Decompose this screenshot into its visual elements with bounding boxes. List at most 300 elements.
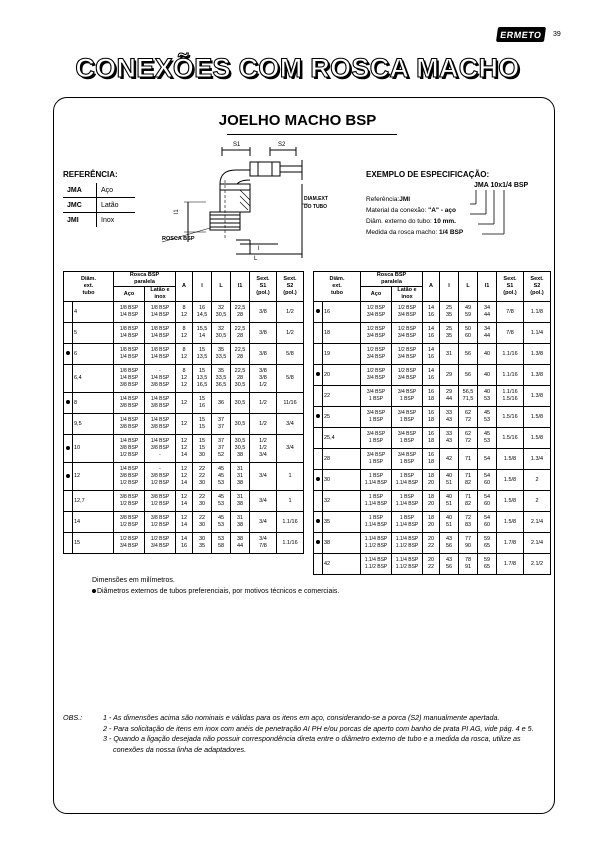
dim-A: 8 12: [176, 302, 193, 323]
tube-diameter: 12: [73, 463, 114, 491]
preferred-marker-cell: [64, 463, 73, 491]
dim-L: 53 58: [212, 533, 231, 554]
header-s1: Sext. S1 (pol.): [250, 272, 277, 302]
obs-item: 1 - As dimensões acima são nominais e válidas para os itens em aço, considerando-se a porca (S2) manualmente apertada.: [103, 713, 500, 722]
dim-l1: 38 44: [231, 533, 250, 554]
dim-l: 16 14,5: [193, 302, 212, 323]
dim-A: 20 22: [423, 533, 440, 554]
hex-s2: 1.1/16: [277, 533, 304, 554]
dim-A: 8 12 12: [176, 365, 193, 393]
thread-aco: 1/4 BSP 3/8 BSP 1/2 BSP: [114, 463, 145, 491]
preferred-bullet-icon: [66, 474, 70, 478]
hex-s1: 3/8: [250, 302, 277, 323]
dim-L: 56: [459, 365, 478, 386]
table-row: [314, 470, 551, 491]
preferred-marker-cell: [64, 344, 73, 365]
table-row: [314, 344, 551, 365]
dim-L: 37 37 52: [212, 435, 231, 463]
dim-A: 14 16: [176, 533, 193, 554]
thread-aco: 1/8 BSP 1/4 BSP 3/8 BSP: [114, 365, 145, 393]
dim-L: 62 72: [459, 407, 478, 428]
hex-s1: 3/8 3/8 1/2: [250, 365, 277, 393]
hex-s2: 3/4: [277, 414, 304, 435]
thread-latao: - 1/4 BSP 3/8 BSP: [145, 365, 176, 393]
example-value: 1/4 BSP: [438, 229, 464, 236]
dim-l1: 54 60: [478, 470, 497, 491]
example-code: JMA 10x1/4 BSP: [474, 182, 529, 189]
tube-diameter: 5: [73, 323, 114, 344]
dim-A: 8 12: [176, 323, 193, 344]
dim-l1: 40: [478, 344, 497, 365]
page-title: CONEXÕES COM ROSCA MACHO: [75, 53, 520, 83]
example-line: [366, 207, 456, 214]
reference-material: Aço: [101, 186, 114, 194]
s2-label: S2: [278, 142, 286, 148]
tube-diameter: 35: [323, 512, 361, 533]
rosca-label: ROSCA BSP: [162, 236, 195, 242]
tube-diameter: 32: [323, 491, 361, 512]
dim-l: 30 35: [193, 533, 212, 554]
table-row: [64, 365, 304, 393]
hex-s2: 1: [277, 463, 304, 491]
dim-A: 12 14: [176, 512, 193, 533]
thread-latao: - 3/8 BSP 1/2 BSP: [145, 463, 176, 491]
reference-code: JMI: [63, 213, 97, 228]
example-value: 10 mm.: [433, 218, 456, 225]
dim-A: 18 20: [423, 491, 440, 512]
header-s1: Sext. S1 (pol.): [497, 272, 524, 302]
hex-s1: 1.1/16 1.5/16: [497, 386, 524, 407]
dim-l1: 40: [478, 365, 497, 386]
tube-diameter: 16: [323, 302, 361, 323]
reference-code: JMC: [63, 198, 97, 213]
hex-s2: 1.1/16: [277, 512, 304, 533]
header-s2: Sext. S2 (pol.): [277, 272, 304, 302]
preferred-marker-cell: [314, 491, 323, 512]
header-l: l: [193, 272, 212, 302]
hex-s2: 1/2: [277, 323, 304, 344]
thread-latao: 1/4 BSP 3/8 BSP: [145, 393, 176, 414]
preferred-bullet-icon: [66, 400, 70, 404]
dim-l1: 31 38: [231, 512, 250, 533]
dim-A: 16 18: [423, 449, 440, 470]
tube-diameter: 15: [73, 533, 114, 554]
thread-latao: 1/8 BSP 1/4 BSP: [145, 323, 176, 344]
reference-row: [63, 213, 135, 228]
dim-L: 35 33,5: [212, 344, 231, 365]
diam-label-2: DO TUBO: [304, 204, 328, 210]
tube-diameter: 22: [323, 386, 361, 407]
hex-s1: 1/2: [250, 393, 277, 414]
table-row: [64, 533, 304, 554]
tube-diameter: 30: [323, 470, 361, 491]
dim-A: 16 18: [423, 428, 440, 449]
dim-L: 78 91: [459, 554, 478, 575]
preferred-marker-cell: [64, 414, 73, 435]
reference-code: JMA: [63, 183, 97, 198]
dim-l: 25 35: [440, 323, 459, 344]
thread-latao: 1/2 BSP 3/4 BSP: [392, 365, 423, 386]
dim-l: 15 13,5 16,5: [193, 365, 212, 393]
preferred-marker-cell: [64, 533, 73, 554]
preferred-marker-cell: [64, 512, 73, 533]
tube-diameter: 6,4: [73, 365, 114, 393]
tube-diameter: 19: [323, 344, 361, 365]
dim-A: 12 14: [176, 491, 193, 512]
example-label: Referência:: [366, 196, 400, 203]
hex-s1: 1/2 1/2 3/4: [250, 435, 277, 463]
spec-table-right: [313, 271, 551, 575]
tube-diameter: 25: [323, 407, 361, 428]
hex-s2: 1/2: [277, 302, 304, 323]
thread-aco: 1/8 BSP 1/4 BSP: [114, 344, 145, 365]
thread-aco: 3/4 BSP 1 BSP: [361, 386, 392, 407]
header-L: L: [459, 272, 478, 302]
section-title: JOELHO MACHO BSP: [218, 112, 377, 129]
dim-A: 16 18: [423, 407, 440, 428]
dim-L: 32 30,5: [212, 323, 231, 344]
dim-l1: 54: [478, 449, 497, 470]
thread-aco: 1/2 BSP 3/4 BSP: [361, 302, 392, 323]
preferred-marker-cell: [64, 323, 73, 344]
thread-aco: 1/2 BSP 3/4 BSP: [114, 533, 145, 554]
dim-L: 49 59: [459, 302, 478, 323]
preferred-marker-cell: [314, 554, 323, 575]
hex-s2: 2.1/4: [524, 533, 551, 554]
dim-L: 36: [212, 393, 231, 414]
hex-s1: 1.5/8: [497, 449, 524, 470]
dim-l1: 34 44: [478, 302, 497, 323]
table-row: [314, 386, 551, 407]
preferred-marker-cell: [314, 407, 323, 428]
thread-latao: 1 BSP 1.1/4 BSP: [392, 470, 423, 491]
thread-aco: 1/2 BSP 3/4 BSP: [361, 344, 392, 365]
thread-latao: 3/4 BSP 1 BSP: [392, 449, 423, 470]
header-aco: Aço: [361, 287, 392, 302]
thread-aco: 1/2 BSP 3/4 BSP: [361, 365, 392, 386]
hex-s2: 1.3/8: [524, 344, 551, 365]
notes: [92, 575, 339, 597]
thread-aco: 1/2 BSP 3/4 BSP: [361, 323, 392, 344]
table-row: [64, 344, 304, 365]
thread-latao: 1 BSP 1.1/4 BSP: [392, 512, 423, 533]
dim-A: 16 18: [423, 386, 440, 407]
dim-l: 25 35: [440, 302, 459, 323]
preferred-bullet-icon: [66, 446, 70, 450]
thread-latao: 1 BSP 1.1/4 BSP: [392, 491, 423, 512]
l1-label: l1: [174, 209, 180, 214]
table-row: [314, 365, 551, 386]
thread-latao: 1/2 BSP 3/4 BSP: [145, 533, 176, 554]
table-row: [314, 491, 551, 512]
thread-aco: 3/8 BSP 1/2 BSP: [114, 512, 145, 533]
thread-latao: 1/8 BSP 1/4 BSP: [145, 302, 176, 323]
thread-aco: 3/4 BSP 1 BSP: [361, 407, 392, 428]
table-row: [64, 414, 304, 435]
dim-L: 50 60: [459, 323, 478, 344]
dim-A: 14 16: [423, 323, 440, 344]
dim-l: 15,5 14: [193, 323, 212, 344]
dim-A: 14 16: [423, 302, 440, 323]
dim-l: 40 51: [440, 512, 459, 533]
dim-l1: 22,5 28 30,5: [231, 365, 250, 393]
hex-s2: 11/16: [277, 393, 304, 414]
dim-L: 77 90: [459, 533, 478, 554]
table-row: [64, 323, 304, 344]
diam-label-1: DIAM.EXT: [304, 196, 328, 202]
preferred-marker-cell: [314, 428, 323, 449]
thread-aco: 3/8 BSP 1/2 BSP: [114, 491, 145, 512]
dim-L: 71 82: [459, 470, 478, 491]
dim-l: 33 43: [440, 428, 459, 449]
hex-s1: 1.5/16: [497, 428, 524, 449]
example-line: [366, 196, 410, 203]
dim-l: 40 51: [440, 491, 459, 512]
dim-l1: 45 53: [478, 428, 497, 449]
dim-A: 14 16: [423, 365, 440, 386]
hex-s1: 7/8: [497, 323, 524, 344]
thread-latao: 1/8 BSP 1/4 BSP: [145, 344, 176, 365]
preferred-marker-cell: [314, 365, 323, 386]
dim-L: 71: [459, 449, 478, 470]
preferred-bullet-icon: [316, 477, 320, 481]
header-aco: Aço: [114, 287, 145, 302]
tube-diameter: 25,4: [323, 428, 361, 449]
table-row: [314, 323, 551, 344]
preferred-bullet-icon: [66, 351, 70, 355]
hex-s2: 1: [277, 491, 304, 512]
dim-L: 56,5 71,5: [459, 386, 478, 407]
dim-l1: 22,5 28: [231, 302, 250, 323]
hex-s2: 5/8: [277, 344, 304, 365]
dim-l1: 22,5 28: [231, 323, 250, 344]
hex-s1: 7/8: [497, 302, 524, 323]
tube-diameter: 42: [323, 554, 361, 575]
hex-s2: 2.1/4: [524, 512, 551, 533]
obs-label: OBS.:: [63, 713, 83, 722]
thread-latao: 1.1/4 BSP 1.1/2 BSP: [392, 554, 423, 575]
note-preferred: [92, 586, 339, 597]
dim-l1: 54 60: [478, 491, 497, 512]
tube-diameter: 10: [73, 435, 114, 463]
dim-l1: 40 53: [478, 386, 497, 407]
note-preferred-text: Diâmetros externos de tubos preferenciais, por motivos técnicos e comerciais.: [97, 588, 340, 595]
preferred-marker-cell: [314, 512, 323, 533]
reference-material: Inox: [97, 213, 136, 228]
dim-A: 12 12 14: [176, 463, 193, 491]
dim-l1: 30,5: [231, 414, 250, 435]
hex-s1: 1.1/16: [497, 365, 524, 386]
thread-latao: 3/8 BSP 1/2 BSP: [145, 491, 176, 512]
dim-A: 12: [176, 414, 193, 435]
dim-L: 37 37: [212, 414, 231, 435]
thread-aco: 1 BSP 1.1/4 BSP: [361, 470, 392, 491]
hex-s1: 3/8: [250, 344, 277, 365]
thread-aco: 1.1/4 BSP 1.1/2 BSP: [361, 533, 392, 554]
reference-table: [63, 183, 135, 227]
example-heading: EXEMPLO DE ESPECIFICAÇÃO:: [366, 170, 490, 179]
header-diam: Diâm. ext. tubo: [314, 272, 361, 302]
preferred-marker-cell: [314, 449, 323, 470]
preferred-marker-cell: [64, 393, 73, 414]
tube-diameter: 8: [73, 393, 114, 414]
table-row: [64, 512, 304, 533]
dim-A: 12: [176, 393, 193, 414]
thread-aco: 3/4 BSP 1 BSP: [361, 449, 392, 470]
header-latao: Latão e inox: [392, 287, 423, 302]
hex-s2: 1.1/8: [524, 302, 551, 323]
brand-logo: ERMETO: [496, 27, 546, 42]
dim-l1: 30,5: [231, 393, 250, 414]
dim-l: 22 22 30: [193, 463, 212, 491]
hex-s1: 1.7/8: [497, 533, 524, 554]
header-l: l: [440, 272, 459, 302]
dim-l: 33 43: [440, 407, 459, 428]
hex-s2: 1.5/8: [524, 407, 551, 428]
hex-s1: 3/4 7/8: [250, 533, 277, 554]
dim-l: 29: [440, 365, 459, 386]
table-row: [314, 302, 551, 323]
table-row: [314, 533, 551, 554]
l-label: l: [258, 246, 260, 252]
dim-l1: 59 65: [478, 554, 497, 575]
dim-L: 62 72: [459, 428, 478, 449]
dim-L: 71 82: [459, 491, 478, 512]
preferred-marker-cell: [64, 365, 73, 393]
dim-l: 15 16: [193, 393, 212, 414]
dim-L: 45 53: [212, 512, 231, 533]
s1-label: S1: [233, 142, 241, 148]
example-label: Diâm. externo do tubo:: [366, 218, 434, 225]
preferred-marker-cell: [64, 491, 73, 512]
table-row: [314, 512, 551, 533]
thread-latao: 1/2 BSP 3/4 BSP: [392, 323, 423, 344]
dim-l: 40 51: [440, 470, 459, 491]
hex-s1: 1.7/8: [497, 554, 524, 575]
thread-aco: 1/8 BSP 1/4 BSP: [114, 302, 145, 323]
dim-A: 12 12 14: [176, 435, 193, 463]
dim-l1: 59 65: [478, 533, 497, 554]
thread-latao: 1/4 BSP 3/8 BSP: [145, 414, 176, 435]
reference-heading: REFERÊNCIA:: [63, 170, 118, 179]
header-latao: Latão e inox: [145, 287, 176, 302]
dim-l1: 22,5 28: [231, 344, 250, 365]
thread-aco: 1.1/4 BSP 1.1/2 BSP: [361, 554, 392, 575]
thread-latao: 1.1/4 BSP 1.1/2 BSP: [392, 533, 423, 554]
thread-latao: 3/4 BSP 1 BSP: [392, 428, 423, 449]
header-A: A: [423, 272, 440, 302]
preferred-marker-cell: [314, 533, 323, 554]
dim-l: 22 30: [193, 491, 212, 512]
dim-L: 35 33,5 36,5: [212, 365, 231, 393]
hex-s1: 1.5/16: [497, 407, 524, 428]
dim-A: 8 12: [176, 344, 193, 365]
table-row: [64, 302, 304, 323]
header-rosca: Rosca BSP paralela: [361, 272, 423, 287]
dim-l: 22 30: [193, 512, 212, 533]
thread-latao: 3/8 BSP 1/2 BSP: [145, 512, 176, 533]
preferred-marker-cell: [314, 323, 323, 344]
hex-s1: 3/4: [250, 463, 277, 491]
thread-latao: 1/2 BSP 3/4 BSP: [392, 302, 423, 323]
hex-s2: 1.3/4: [524, 449, 551, 470]
tube-diameter: 38: [323, 533, 361, 554]
L-label: L: [254, 256, 258, 260]
thread-aco: 3/4 BSP 1 BSP: [361, 428, 392, 449]
dim-l: 15 15: [193, 414, 212, 435]
header-diam: Diâm. ext. tubo: [64, 272, 114, 302]
section-title-underline: [227, 134, 397, 135]
hex-s1: 1.1/16: [497, 344, 524, 365]
header-L: L: [212, 272, 231, 302]
dim-l: 31: [440, 344, 459, 365]
example-line: [366, 229, 463, 236]
page-number: 39: [553, 31, 561, 38]
thread-latao: 3/4 BSP 1 BSP: [392, 386, 423, 407]
dim-l1: 31 31 38: [231, 463, 250, 491]
dim-L: 56: [459, 344, 478, 365]
dim-l1: 30,5 30,5 38: [231, 435, 250, 463]
preferred-bullet-icon: [316, 372, 320, 376]
header-A: A: [176, 272, 193, 302]
dim-L: 45 45 53: [212, 463, 231, 491]
preferred-marker-cell: [64, 302, 73, 323]
hex-s1: 3/4: [250, 512, 277, 533]
dim-l1: 54 60: [478, 512, 497, 533]
hex-s1: 1/2: [250, 414, 277, 435]
dim-L: 32 30,5: [212, 302, 231, 323]
elbow-fitting-drawing: [158, 140, 358, 260]
table-row: [314, 449, 551, 470]
example-line: [366, 218, 456, 225]
table-row: [64, 463, 304, 491]
dim-l: 43 56: [440, 533, 459, 554]
tube-diameter: 20: [323, 365, 361, 386]
hex-s2: 1.3/8: [524, 365, 551, 386]
table-row: [64, 393, 304, 414]
thread-aco: 1/4 BSP 3/8 BSP 1/2 BSP: [114, 435, 145, 463]
thread-aco: 1 BSP 1.1/4 BSP: [361, 512, 392, 533]
dim-l: 42: [440, 449, 459, 470]
dim-A: 20 22: [423, 554, 440, 575]
thread-aco: 1/4 BSP 3/8 BSP: [114, 414, 145, 435]
dim-l1: 45 53: [478, 407, 497, 428]
observations: [63, 713, 543, 755]
spec-table-left: [63, 271, 304, 554]
preferred-bullet-icon: [316, 519, 320, 523]
dim-l: 15 13,5: [193, 344, 212, 365]
table-row: [314, 407, 551, 428]
hex-s2: 2.1/2: [524, 554, 551, 575]
preferred-marker-cell: [64, 435, 73, 463]
table-row: [64, 435, 304, 463]
hex-s1: 3/4: [250, 491, 277, 512]
example-brackets: [470, 190, 510, 238]
header-rosca: Rosca BSP paralela: [114, 272, 176, 287]
thread-aco: 1 BSP 1.1/4 BSP: [361, 491, 392, 512]
tube-diameter: 4: [73, 302, 114, 323]
header-s2: Sext. S2 (pol.): [524, 272, 551, 302]
preferred-bullet-icon: [316, 540, 320, 544]
tube-diameter: 28: [323, 449, 361, 470]
thread-latao: 1/4 BSP 3/8 BSP -: [145, 435, 176, 463]
dim-l: 29 44: [440, 386, 459, 407]
dim-A: 14 16: [423, 344, 440, 365]
dim-l: 43 56: [440, 554, 459, 575]
table-row: [64, 491, 304, 512]
preferred-bullet-icon: [92, 589, 96, 593]
hex-s2: 3/4: [277, 435, 304, 463]
